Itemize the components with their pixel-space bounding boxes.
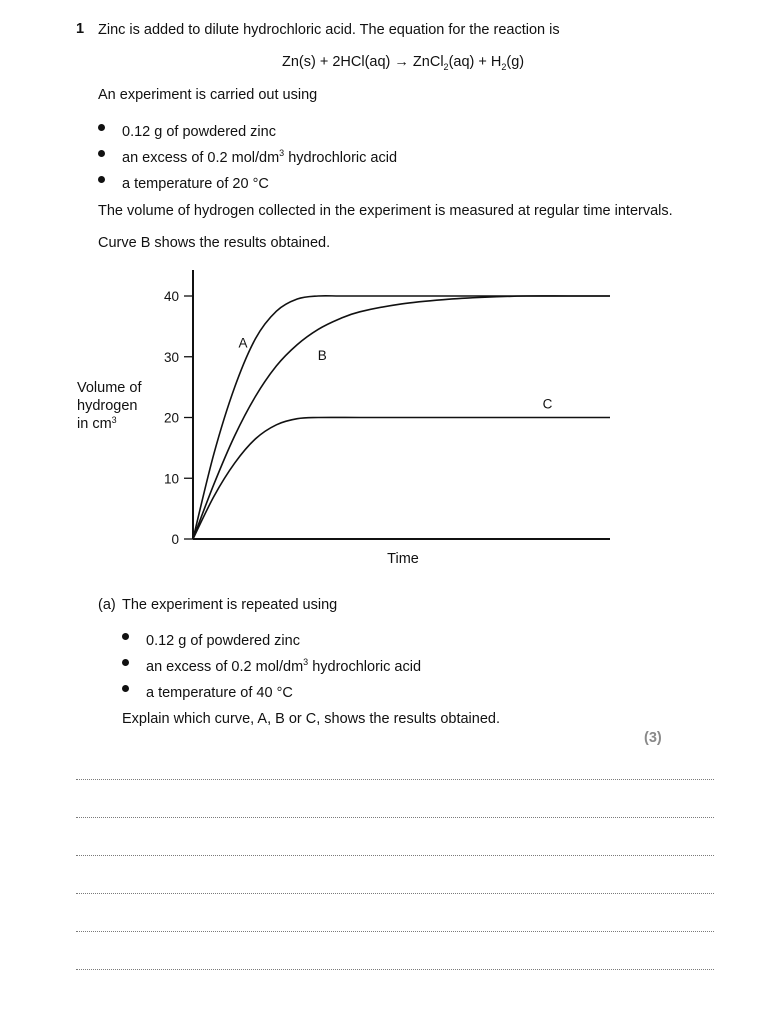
marks-badge: (3) [644,730,662,746]
answer-line[interactable] [76,969,714,970]
question-number: 1 [76,21,85,37]
curves [193,296,610,539]
curve-c [193,417,610,539]
part-a-label: (a) [98,597,116,613]
equation-subscript-2: 2 [501,61,507,72]
equation-part-3: (g) [506,54,525,70]
answer-line[interactable] [76,817,714,818]
equation-part-2: (aq) + H [448,54,502,70]
answer-line[interactable] [76,855,714,856]
answer-line[interactable] [76,779,714,780]
part-a-intro: The experiment is repeated using [122,597,338,613]
equation-subscript-1: 2 [443,61,449,72]
question-intro: Zinc is added to dilute hydrochloric acid. The equation for the reaction is [98,22,560,38]
y-tick-label: 0 [171,532,179,547]
exam-page: 1 Zinc is added to dilute hydrochloric acid. The equation for the reaction is Zn(s) + 2HCl(aq) → ZnCl$_2$(aq) + $H_2(g)$ An experiment is carried out using 0.12 g of powdered zinc an excess of 0.2 mol/$dm^3$ hydrochloric acid a temperature of 20 °C The volume of hydrogen collected in the experiment is measured at regular time intervals. Curve B shows the results obtained. Volume of hydrogen in $cm^3$ 0 10 20 30 40 A B C Time (a) The experiment is repeated using 0.12 g of powdered zinc an excess of 0.2 mol/$dm^3$ hydrochloric acid a temperature of 40 °C Explain which curve, A, B or C, shows the results obtained. (3) [0,0,768,1024]
equation-part-1: Zn(s) + 2HCl(aq) → ZnCl [282,54,444,70]
y-tick-label: 30 [163,349,179,365]
y-ticks [164,289,193,547]
curve-label-c: C [542,396,553,412]
y-axis-label-line: in $cm^3$ [77,415,117,432]
bullet-icon [122,685,129,692]
y-axis-label-sup: 3 [111,415,117,425]
answer-line[interactable] [76,931,714,932]
setup-intro: An experiment is carried out using [98,87,318,103]
bullet-icon [122,633,129,640]
bullet-icon [122,659,129,666]
y-axis-label-line: Volume of [77,380,142,396]
curve-note: Curve B shows the results obtained. [98,235,331,251]
y-axis-label [77,380,142,432]
y-tick-label: 20 [163,410,179,426]
answer-line[interactable] [76,893,714,894]
y-axis-label-line: hydrogen [77,398,138,414]
x-axis-label: Time [387,551,419,567]
y-tick-label: 40 [163,289,179,304]
y-tick-label: 10 [163,471,179,487]
curve-label-a: A [238,335,248,351]
curve-label-b: B [317,347,327,363]
curve-labels [239,336,553,412]
part-a-instruction: Explain which curve, A, B or C, shows the results obtained. [122,711,500,727]
measurement-text: The volume of hydrogen collected in the experiment is measured at regular time intervals. [98,203,673,219]
